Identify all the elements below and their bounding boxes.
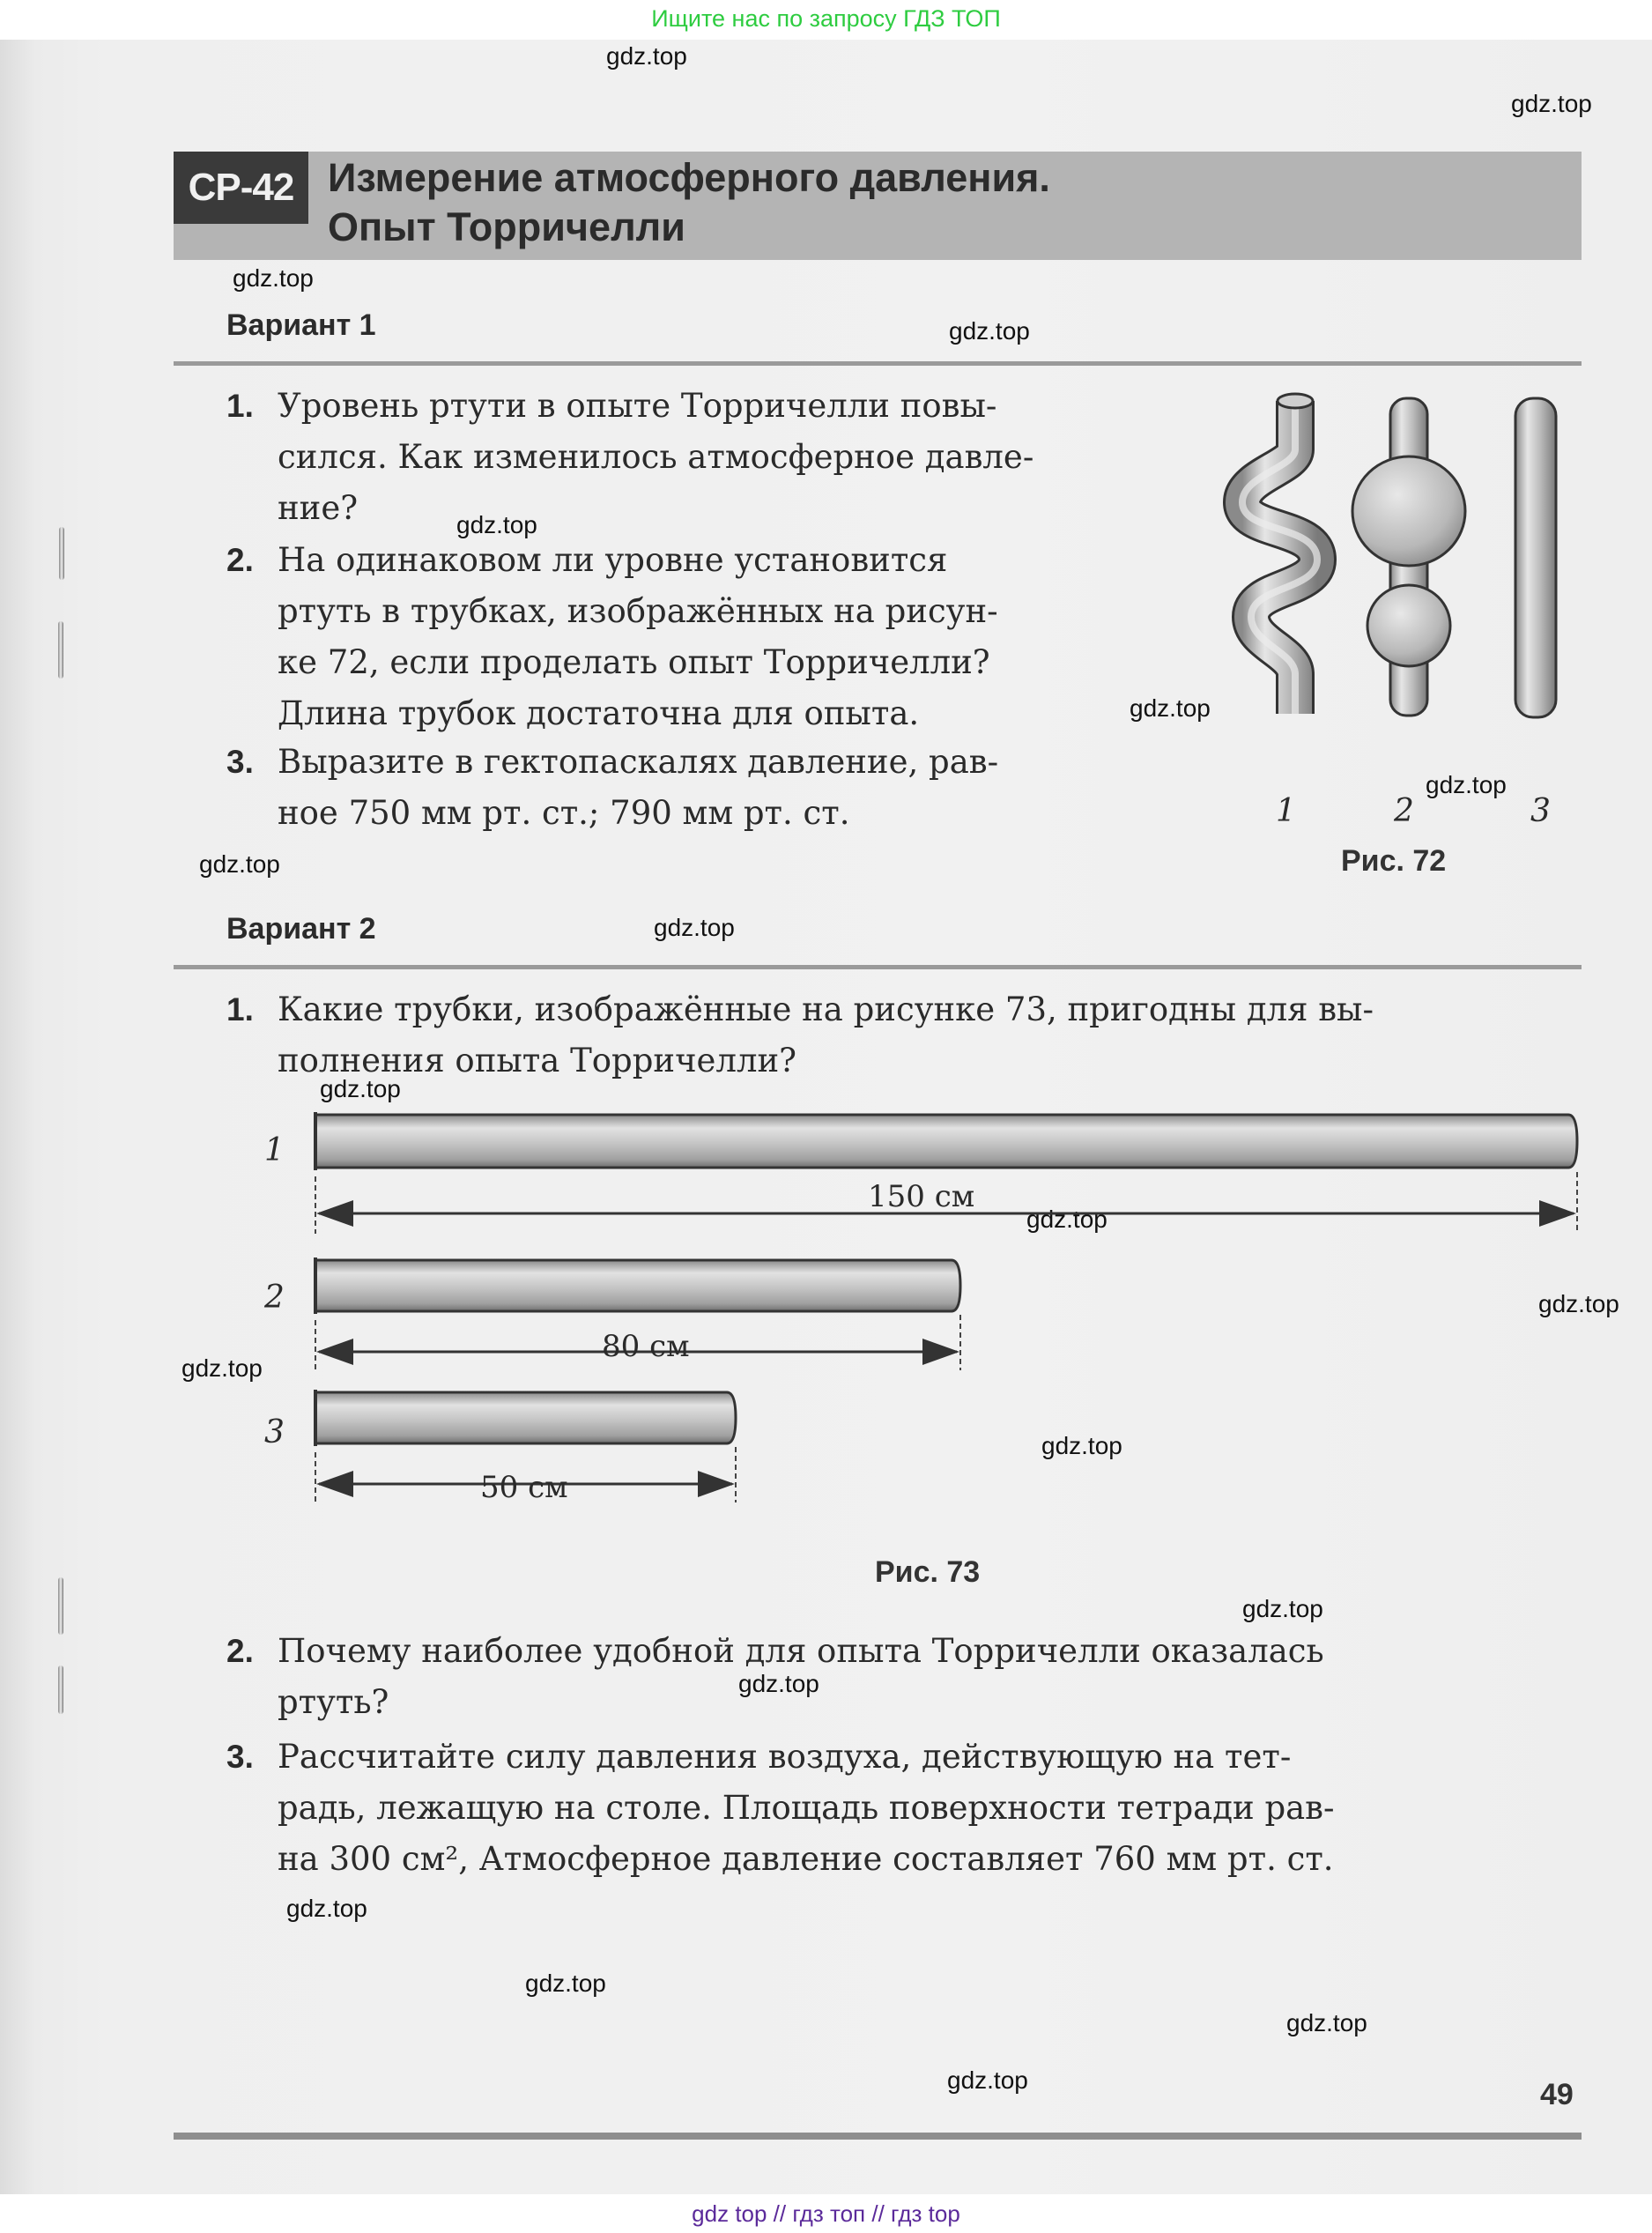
variant2-question-2 (226, 1626, 1583, 1732)
bottom-divider (174, 2133, 1582, 2140)
figure-73-dim-3: 50 см (480, 1470, 568, 1505)
question-line: Уровень ртути в опыте Торричелли повы- (278, 387, 997, 425)
variant1-title: Вариант 1 (226, 308, 376, 342)
watermark: gdz.top (1538, 1290, 1619, 1317)
figure-73-label-2: 2 (264, 1280, 285, 1316)
figure-72-label-1: 1 (1276, 793, 1296, 829)
straight-tube-icon (1515, 398, 1556, 717)
watermark: gdz.top (1286, 2009, 1367, 2036)
figure-72-tubes (1216, 379, 1586, 749)
watermark: gdz.top (1026, 1206, 1108, 1233)
variant1-question-2 (226, 535, 1174, 746)
question-line: полнения опыта Торричелли? (278, 1042, 796, 1079)
question-number: 3. (226, 1739, 254, 1775)
question-number: 3. (226, 744, 254, 780)
figure-73-tubes (256, 1102, 1604, 1551)
watermark: gdz.top (199, 850, 280, 878)
variant1-question-1 (226, 381, 1174, 539)
question-line: Какие трубки, изображённые на рисунке 73, пригодны для вы- (278, 990, 1374, 1028)
staple-top-b (58, 621, 63, 679)
watermark: gdz.top (525, 1970, 606, 1997)
top-banner[interactable]: Ищите нас по запросу ГДЗ ТОП (651, 5, 1001, 32)
section-title-line1: Измерение атмосферного давления. (328, 155, 1050, 200)
watermark: gdz.top (1426, 771, 1507, 798)
question-line: ртуть? (278, 1683, 389, 1721)
section-title (328, 153, 1050, 252)
staple-bottom-a (58, 1577, 63, 1635)
bulb-tube-icon (1352, 398, 1465, 716)
question-line: ние? (278, 489, 359, 527)
tube-150cm-icon (315, 1112, 1577, 1234)
watermark: gdz.top (320, 1075, 401, 1102)
watermark: gdz.top (1242, 1595, 1323, 1622)
figure-72-label-2: 2 (1394, 793, 1414, 829)
watermark: gdz.top (1130, 694, 1211, 722)
question-line: Почему наиболее удобной для опыта Торричелли оказалась (278, 1632, 1324, 1670)
watermark: gdz.top (181, 1354, 263, 1382)
variant2-question-3 (226, 1732, 1583, 1890)
question-line: ртуть в трубках, изображённых на рисун- (278, 592, 998, 630)
watermark: gdz.top (654, 914, 735, 941)
section-title-line2: Опыт Торричелли (328, 204, 685, 249)
question-line: На одинаковом ли уровне установится (278, 541, 948, 579)
staple-top-a (59, 527, 64, 580)
watermark: gdz.top (233, 264, 314, 292)
figure-72-caption: Рис. 72 (1341, 844, 1447, 878)
question-line: Выразите в гектопаскалях давление, рав- (278, 743, 999, 781)
figure-73-label-1: 1 (264, 1132, 285, 1168)
watermark: gdz.top (456, 511, 537, 538)
staple-bottom-b (58, 1665, 63, 1714)
page-number: 49 (1540, 2078, 1574, 2111)
question-number: 1. (226, 991, 254, 1027)
variant2-title: Вариант 2 (226, 912, 376, 946)
figure-72-label-3: 3 (1530, 793, 1551, 829)
question-line: сился. Как изменилось атмосферное давле- (278, 438, 1034, 476)
watermark: gdz.top (949, 317, 1030, 345)
watermark: gdz.top (286, 1895, 367, 1922)
question-number: 2. (226, 1633, 254, 1669)
figure-73-dim-2: 80 см (602, 1329, 690, 1364)
section-code: СР-42 (174, 152, 308, 224)
footer-banner[interactable]: gdz top // гдз топ // гдз top (692, 2200, 960, 2227)
question-line: ке 72, если проделать опыт Торричелли? (278, 643, 990, 681)
watermark: gdz.top (1041, 1432, 1122, 1459)
figure-73-dim-1: 150 см (868, 1179, 975, 1214)
wavy-tube-icon (1242, 394, 1317, 714)
question-line: радь, лежащую на столе. Площадь поверхности тетради рав- (278, 1789, 1335, 1827)
question-line: на 300 см², Атмосферное давление составляет 760 мм рт. ст. (278, 1840, 1334, 1878)
watermark: gdz.top (738, 1670, 819, 1697)
variant2-question-1 (226, 984, 1583, 1090)
watermark: gdz.top (606, 42, 687, 70)
variant1-question-3 (226, 737, 1174, 842)
watermark: gdz.top (947, 2066, 1028, 2094)
question-line: Рассчитайте силу давления воздуха, действующую на тет- (278, 1738, 1292, 1776)
variant2-divider (174, 965, 1582, 969)
figure-73-caption: Рис. 73 (875, 1555, 981, 1589)
question-line: ное 750 мм рт. ст.; 790 мм рт. ст. (278, 794, 850, 832)
question-number: 1. (226, 388, 254, 424)
variant1-divider (174, 361, 1582, 366)
figure-73-label-3: 3 (264, 1414, 285, 1450)
watermark: gdz.top (1511, 90, 1592, 117)
question-line: Длина трубок достаточна для опыта. (278, 694, 920, 732)
question-number: 2. (226, 542, 254, 578)
